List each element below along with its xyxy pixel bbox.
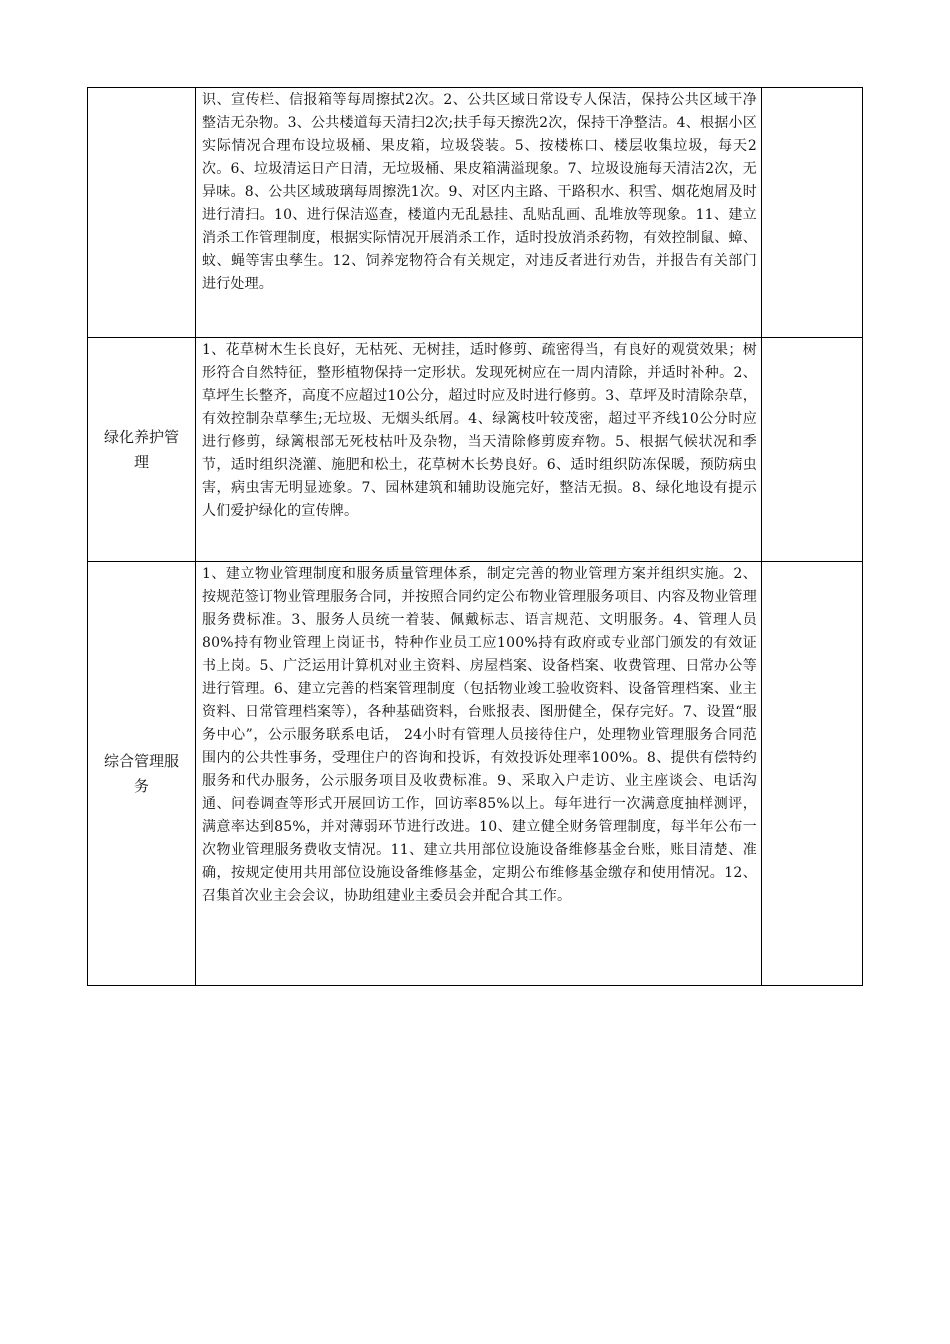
table-row-comprehensive xyxy=(88,562,863,986)
content-cell: 1、建立物业管理制度和服务质量管理体系，制定完善的物业管理方案并组织实施。2、按规范签订物业管理服务合同，并按照合同约定公布物业管理服务项目、内容及物业管理服务费标准。3、服务人员统一着装、佩戴标志、语言规范、文明服务。4、管理人员80%持有物业管理上岗证书，特种作业员工应100%持有政府或专业部门颁发的有效证书上岗。5、广泛运用计算机对业主资料、房屋档案、设备档案、收费管理、日常办公等进行管理。6、建立完善的档案管理制度（包括物业竣工验收资料、设备管理档案、业主资料、日常管理档案等），各种基础资料，台账报表、图册健全，保存完好。7、设置“服务中心”，公示服务联系电话， 24小时有管理人员接待住户，处理物业管理服务合同范围内的公共性事务，受理住户的咨询和投诉，有效投诉处理率100%。8、提供有偿特约服务和代办服务，公示服务项目及收费标准。9、采取入户走访、业主座谈会、电话沟通、问卷调查等形式开展回访工作，回访率85%以上。每年进行一次满意度抽样测评，满意率达到85%，并对薄弱环节进行改进。10、建立健全财务管理制度，每半年公布一次物业管理服务费收支情况。11、建立共用部位设施设备维修基金台账，账目清楚、准确，按规定使用共用部位设施设备维修基金，定期公布维修基金缴存和使用情况。12、召集首次业主会会议，协助组建业主委员会并配合其工作。 xyxy=(196,562,762,986)
table-row-greening xyxy=(88,338,863,562)
category-label: 综合管理服务 xyxy=(103,751,179,795)
standards-table xyxy=(87,87,863,986)
content-cell: 1、花草树木生长良好，无枯死、无树挂，适时修剪、疏密得当，有良好的观赏效果；树形符合自然特征，整形植物保持一定形状。发现死树应在一周内清除，并适时补种。2、草坪生长整齐，高度不应超过10公分，超过时应及时进行修剪。3、草坪及时清除杂草，有效控制杂草孳生;无垃圾、无烟头纸屑。4、绿篱枝叶较茂密，超过平齐线10公分时应进行修剪，绿篱根部无死枝枯叶及杂物，当天清除修剪废弃物。5、根据气候状况和季节，适时组织浇灌、施肥和松土，花草树木长势良好。6、适时组织防冻保暖，预防病虫害，病虫害无明显迹象。7、园林建筑和辅助设施完好，整洁无损。8、绿化地设有提示人们爱护绿化的宣传牌。 xyxy=(196,338,762,562)
category-label: 绿化养护管理 xyxy=(103,427,179,471)
category-cell xyxy=(88,562,196,986)
remarks-cell xyxy=(762,562,863,986)
table-row-cleaning xyxy=(88,88,863,338)
remarks-cell xyxy=(762,88,863,338)
category-cell xyxy=(88,338,196,562)
content-cell: 识、宣传栏、信报箱等每周擦拭2次。2、公共区域日常设专人保洁，保持公共区域干净整洁无杂物。3、公共楼道每天清扫2次;扶手每天擦洗2次，保持干净整洁。4、根据小区实际情况合理布设垃圾桶、果皮箱，垃圾袋装。5、按楼栋口、楼层收集垃圾，每天2次。6、垃圾清运日产日清，无垃圾桶、果皮箱满溢现象。7、垃圾设施每天清洁2次，无异味。8、公共区域玻璃每周擦洗1次。9、对区内主路、干路积水、积雪、烟花炮屑及时进行清扫。10、进行保洁巡查，楼道内无乱悬挂、乱贴乱画、乱堆放等现象。11、建立消杀工作管理制度，根据实际情况开展消杀工作，适时投放消杀药物，有效控制鼠、蟑、蚊、蝇等害虫孳生。12、饲养宠物符合有关规定，对违反者进行劝告，并报告有关部门进行处理。 xyxy=(196,88,762,338)
category-cell xyxy=(88,88,196,338)
remarks-cell xyxy=(762,338,863,562)
